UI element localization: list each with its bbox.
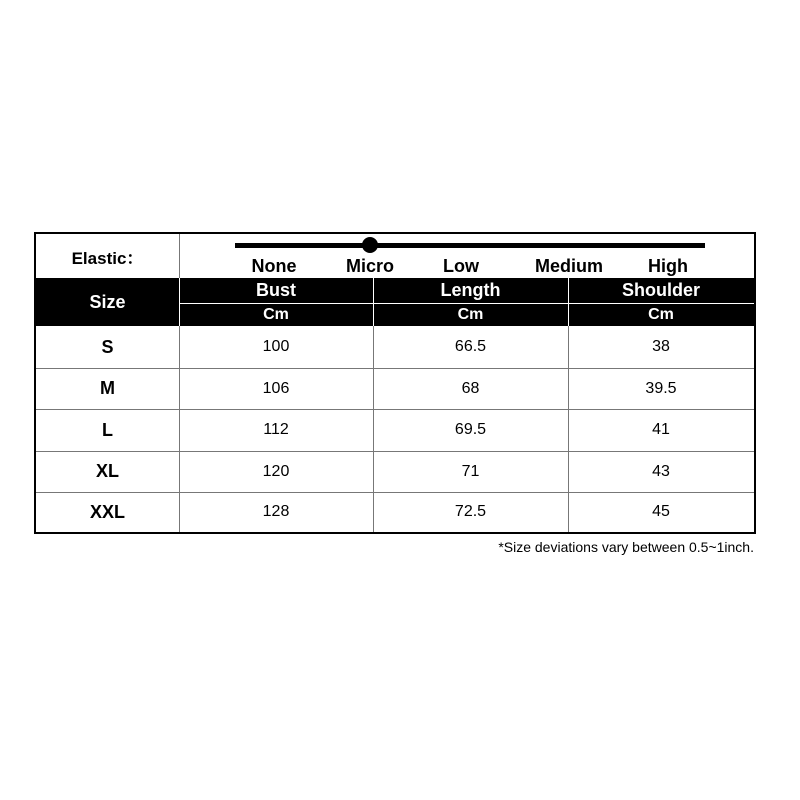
size-chart (34, 232, 756, 534)
length-cell: 71 (461, 462, 480, 480)
shoulder-header: Shoulder (568, 278, 754, 303)
shoulder-cell: 39.5 (645, 379, 677, 397)
header-divider (373, 278, 374, 326)
grid-line (373, 326, 374, 532)
header-divider (179, 303, 754, 304)
bust-header: Bust (179, 278, 373, 303)
header-divider (568, 278, 569, 326)
elastic-indicator-dot (362, 237, 378, 253)
elastic-level-low: Low (443, 256, 479, 276)
shoulder-cell: 43 (652, 462, 670, 480)
grid-line (36, 492, 754, 493)
grid-line (179, 234, 180, 278)
elastic-level-medium: Medium (534, 256, 604, 276)
bust-cell: 106 (262, 379, 290, 397)
elastic-level-high: High (648, 256, 688, 276)
header-divider (179, 278, 180, 326)
grid-line (568, 326, 569, 532)
size-header: Size (36, 278, 179, 326)
shoulder-cell: 45 (652, 503, 670, 520)
length-cell: 66.5 (454, 338, 487, 355)
elastic-label: Elastic： (71, 248, 144, 268)
bust-cell: 100 (262, 338, 290, 355)
length-cell: 68 (461, 379, 480, 397)
size-deviation-note: *Size deviations vary between 0.5~1inch. (498, 539, 754, 555)
size-cell: XXL (89, 501, 125, 522)
grid-line (36, 451, 754, 452)
grid-line (179, 326, 180, 532)
grid-line (36, 409, 754, 410)
bust-unit: Cm (179, 303, 373, 326)
shoulder-cell: 41 (652, 421, 670, 438)
length-cell: 72.5 (454, 503, 487, 520)
length-header: Length (373, 278, 568, 303)
size-cell: XL (95, 461, 119, 481)
elastic-level-micro: Micro (345, 256, 395, 276)
elastic-scale-bar (235, 243, 705, 248)
size-cell: L (102, 419, 113, 440)
elastic-level-none: None (251, 256, 297, 276)
size-cell: M (100, 378, 115, 398)
size-cell: S (101, 336, 114, 357)
bust-cell: 112 (263, 421, 289, 438)
shoulder-unit: Cm (568, 303, 754, 326)
length-cell: 69.5 (454, 421, 487, 438)
bust-cell: 128 (262, 503, 290, 520)
bust-cell: 120 (262, 462, 290, 480)
shoulder-cell: 38 (652, 338, 670, 355)
length-unit: Cm (373, 303, 568, 326)
grid-line (36, 368, 754, 369)
